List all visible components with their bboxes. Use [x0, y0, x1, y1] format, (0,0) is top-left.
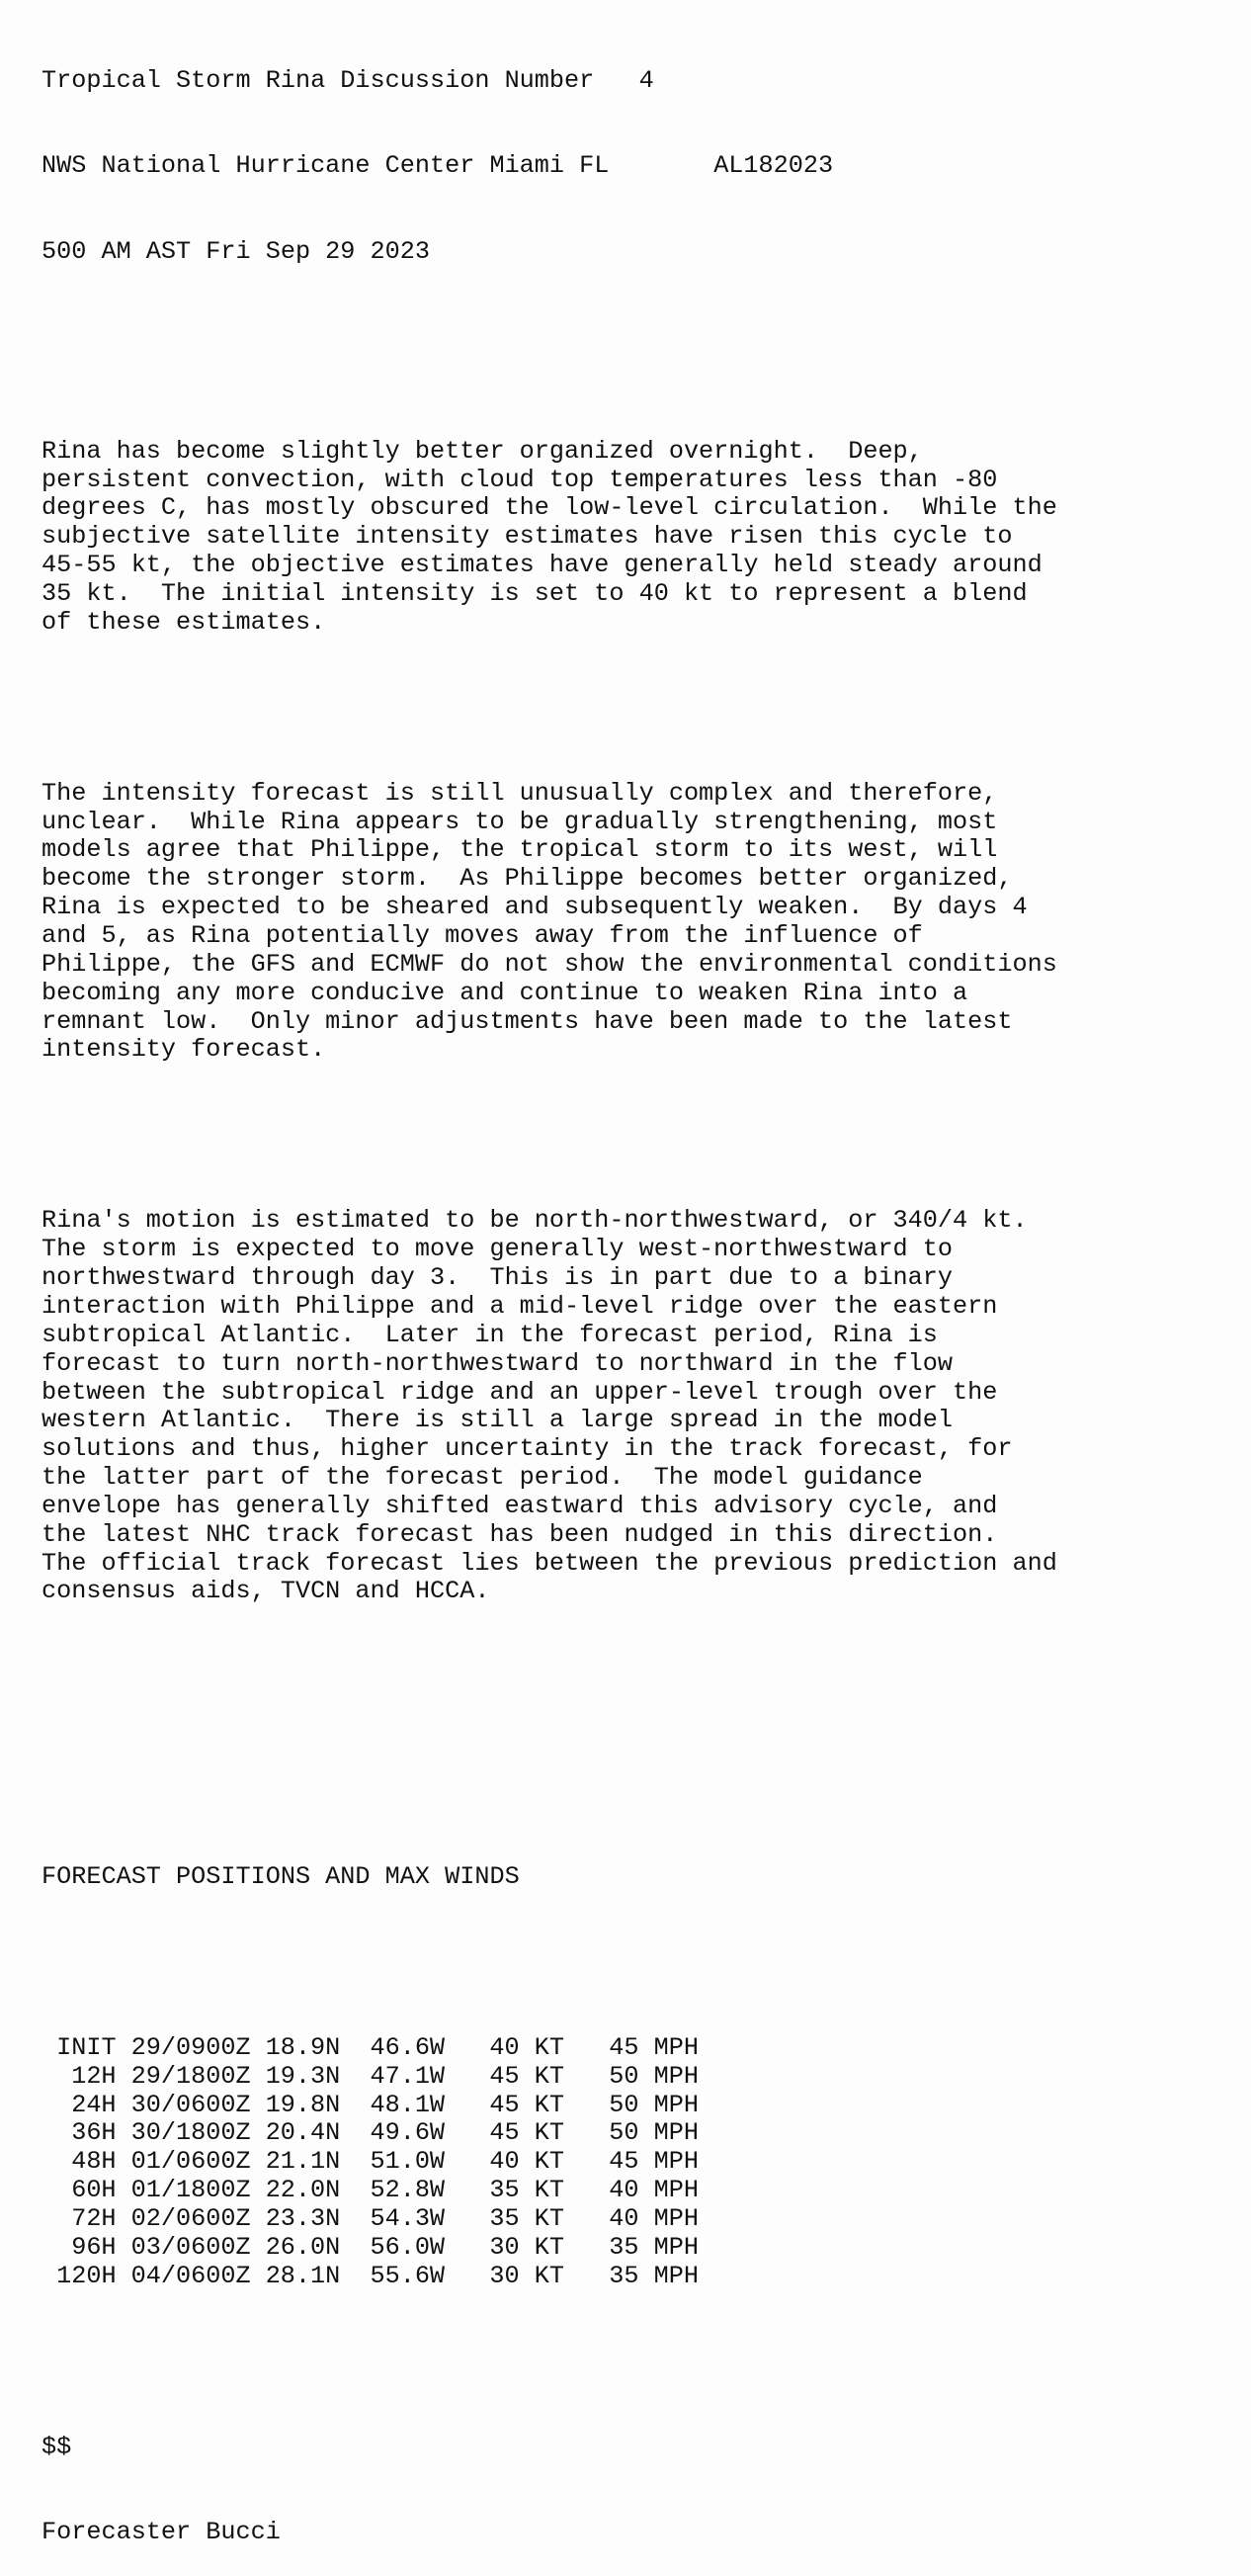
wind-kt: 40: [489, 2147, 520, 2177]
forecast-hour: 36H: [71, 2118, 117, 2148]
paragraph-line: the latter part of the forecast period. The model guidance: [42, 1463, 923, 1493]
valid-time: 29/1800Z: [130, 2061, 251, 2091]
valid-time: 30/0600Z: [130, 2090, 251, 2119]
wind-mph: 40: [609, 2176, 639, 2205]
wind-mph: 45: [609, 2147, 639, 2177]
kt-unit: KT: [534, 2203, 564, 2233]
kt-unit: KT: [534, 2090, 564, 2119]
valid-time: 30/1800Z: [130, 2118, 251, 2148]
forecast-row: [42, 2148, 1057, 2177]
longitude: 52.8W: [370, 2176, 446, 2205]
kt-unit: KT: [534, 2032, 564, 2062]
paragraph-line: subjective satellite intensity estimates have risen this cycle to: [42, 522, 1013, 552]
mph-unit: MPH: [653, 2147, 699, 2177]
mph-unit: MPH: [653, 2090, 699, 2119]
paragraph-line: between the subtropical ridge and an upper-level trough over the: [42, 1377, 998, 1407]
valid-time: 29/0900Z: [130, 2032, 251, 2062]
valid-time: 01/1800Z: [130, 2176, 251, 2205]
paragraph-track-forecast: [42, 1207, 1057, 1606]
paragraph-line: forecast to turn north-northwestward to northward in the flow: [42, 1348, 954, 1378]
wind-mph: 35: [609, 2261, 639, 2290]
paragraph-line: Philippe, the GFS and ECMWF do not show the environmental conditions: [42, 949, 1057, 979]
forecast-table: [42, 2034, 1057, 2291]
forecast-row: [42, 2063, 1057, 2092]
paragraph-line: The intensity forecast is still unusually complex and therefore,: [42, 778, 998, 808]
wind-kt: 30: [489, 2261, 520, 2290]
wind-mph: 35: [609, 2232, 639, 2262]
forecast-hour: 96H: [71, 2232, 117, 2262]
forecast-row: [42, 2119, 1057, 2148]
paragraph-line: consensus aids, TVCN and HCCA.: [42, 1577, 490, 1606]
valid-time: 03/0600Z: [130, 2232, 251, 2262]
latitude: 23.3N: [265, 2203, 341, 2233]
latitude: 22.0N: [265, 2176, 341, 2205]
paragraph-line: Rina's motion is estimated to be north-northwestward, or 340/4 kt.: [42, 1206, 1028, 1236]
paragraph-line: solutions and thus, higher uncertainty in the track forecast, for: [42, 1434, 1013, 1464]
paragraph-line: unclear. While Rina appears to be gradually strengthening, most: [42, 807, 998, 836]
longitude: 55.6W: [370, 2261, 446, 2290]
latitude: 20.4N: [265, 2118, 341, 2148]
paragraph-line: Rina is expected to be sheared and subsequently weaken. By days 4: [42, 893, 1028, 922]
paragraph-line: degrees C, has mostly obscured the low-level circulation. While the: [42, 493, 1057, 523]
kt-unit: KT: [534, 2118, 564, 2148]
wind-kt: 35: [489, 2203, 520, 2233]
mph-unit: MPH: [653, 2032, 699, 2062]
latitude: 28.1N: [265, 2261, 341, 2290]
paragraph-line: 45-55 kt, the objective estimates have generally held steady around: [42, 551, 1042, 580]
header-office-line: [42, 152, 1057, 181]
wind-mph: 50: [609, 2061, 639, 2091]
forecast-row: [42, 2092, 1057, 2120]
wind-mph: 45: [609, 2032, 639, 2062]
kt-unit: KT: [534, 2232, 564, 2262]
paragraph-line: The official track forecast lies between the previous prediction and: [42, 1548, 1057, 1578]
kt-unit: KT: [534, 2061, 564, 2091]
kt-unit: KT: [534, 2261, 564, 2290]
valid-time: 01/0600Z: [130, 2147, 251, 2177]
paragraph-line: northwestward through day 3. This is in part due to a binary: [42, 1263, 954, 1293]
forecast-hour: 60H: [71, 2176, 117, 2205]
mph-unit: MPH: [653, 2118, 699, 2148]
latitude: 26.0N: [265, 2232, 341, 2262]
wind-kt: 30: [489, 2232, 520, 2262]
paragraph-line: The storm is expected to move generally west-northwestward to: [42, 1235, 954, 1264]
wind-kt: 40: [489, 2032, 520, 2062]
issued-time: 500 AM AST Fri Sep 29 2023: [42, 236, 430, 266]
longitude: 47.1W: [370, 2061, 446, 2091]
paragraph-line: persistent convection, with cloud top temperatures less than -80: [42, 465, 998, 494]
header-title: Tropical Storm Rina Discussion Number 4: [42, 65, 654, 95]
paragraph-line: interaction with Philippe and a mid-level ridge over the eastern: [42, 1291, 998, 1321]
forecast-hour: 72H: [71, 2203, 117, 2233]
forecast-row: [42, 2034, 1057, 2063]
paragraph-line: becoming any more conducive and continue to weaken Rina into a: [42, 978, 968, 1007]
forecast-row: [42, 2234, 1057, 2263]
paragraph-line: of these estimates.: [42, 607, 326, 637]
mph-unit: MPH: [653, 2061, 699, 2091]
longitude: 49.6W: [370, 2118, 446, 2148]
mph-unit: MPH: [653, 2176, 699, 2205]
longitude: 54.3W: [370, 2203, 446, 2233]
storm-id: AL182023: [713, 151, 834, 181]
paragraph-line: intensity forecast.: [42, 1035, 326, 1065]
paragraph-line: envelope has generally shifted eastward this advisory cycle, and: [42, 1491, 998, 1520]
latitude: 19.8N: [265, 2090, 341, 2119]
wind-kt: 45: [489, 2061, 520, 2091]
paragraph-line: western Atlantic. There is still a large spread in the model: [42, 1406, 954, 1435]
forecast-hour: 12H: [71, 2061, 117, 2091]
kt-unit: KT: [534, 2176, 564, 2205]
forecast-hour: 48H: [71, 2147, 117, 2177]
paragraph-line: and 5, as Rina potentially moves away from the influence of: [42, 921, 923, 950]
latitude: 19.3N: [265, 2061, 341, 2091]
forecast-heading: FORECAST POSITIONS AND MAX WINDS: [42, 1861, 520, 1891]
paragraph-intensity-forecast: [42, 780, 1057, 1065]
wind-kt: 45: [489, 2118, 520, 2148]
kt-unit: KT: [534, 2147, 564, 2177]
wind-kt: 35: [489, 2176, 520, 2205]
mph-unit: MPH: [653, 2261, 699, 2290]
paragraph-line: models agree that Philippe, the tropical storm to its west, will: [42, 835, 998, 865]
wind-mph: 50: [609, 2118, 639, 2148]
wind-mph: 40: [609, 2203, 639, 2233]
forecast-row: [42, 2205, 1057, 2234]
office-name: NWS National Hurricane Center Miami FL: [42, 151, 610, 181]
latitude: 18.9N: [265, 2032, 341, 2062]
longitude: 56.0W: [370, 2232, 446, 2262]
forecast-hour: 24H: [71, 2090, 117, 2119]
longitude: 51.0W: [370, 2147, 446, 2177]
longitude: 46.6W: [370, 2032, 446, 2062]
discussion-document: [42, 10, 1057, 2576]
paragraph-line: subtropical Atlantic. Later in the forecast period, Rina is: [42, 1320, 938, 1349]
forecast-row: [42, 2263, 1057, 2291]
valid-time: 04/0600Z: [130, 2261, 251, 2290]
paragraph-line: the latest NHC track forecast has been nudged in this direction.: [42, 1519, 998, 1549]
mph-unit: MPH: [653, 2203, 699, 2233]
forecast-hour: INIT: [56, 2032, 117, 2062]
paragraph-line: Rina has become slightly better organized overnight. Deep,: [42, 436, 923, 466]
paragraph-intensity-analysis: [42, 438, 1057, 638]
longitude: 48.1W: [370, 2090, 446, 2119]
wind-kt: 45: [489, 2090, 520, 2119]
wind-mph: 50: [609, 2090, 639, 2119]
terminator: $$: [42, 2432, 72, 2461]
paragraph-line: 35 kt. The initial intensity is set to 40 kt to represent a blend: [42, 578, 1028, 608]
valid-time: 02/0600Z: [130, 2203, 251, 2233]
forecast-row: [42, 2177, 1057, 2205]
latitude: 21.1N: [265, 2147, 341, 2177]
forecast-hour: 120H: [56, 2261, 117, 2290]
forecaster-signature: Forecaster Bucci: [42, 2518, 281, 2547]
paragraph-line: remnant low. Only minor adjustments have been made to the latest: [42, 1006, 1013, 1036]
paragraph-line: become the stronger storm. As Philippe becomes better organized,: [42, 864, 1013, 894]
mph-unit: MPH: [653, 2232, 699, 2262]
